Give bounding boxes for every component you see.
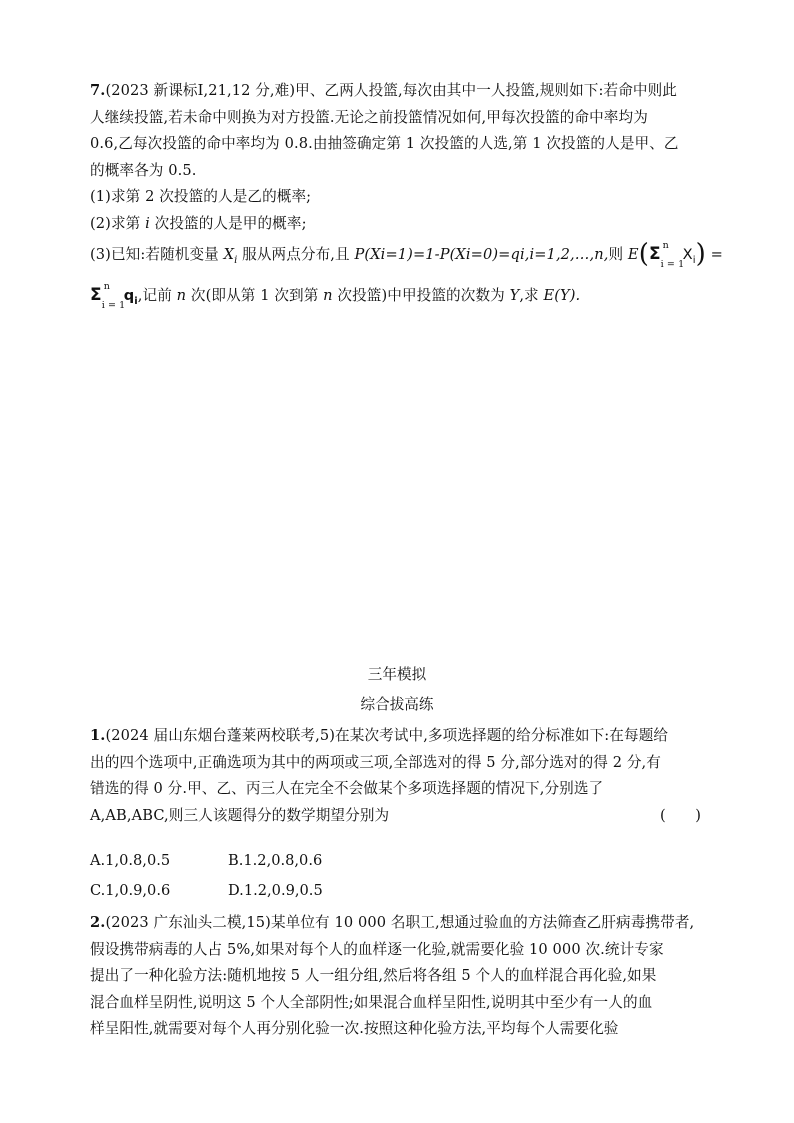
q7-line-3: 0.6,乙每次投篮的命中率均为 0.8.由抽签确定第 1 次投篮的人选,第 1 次投篮的人是甲、乙 bbox=[90, 135, 679, 152]
option-b: B.1.2,0.8,0.6 bbox=[228, 852, 323, 869]
q7-part-3: (3)已知:若随机变量 $X_i$ 服从两点分布,且 P(Xi=1)=1-P(Xi=0)=qi,i=1,2,…,n,则 E(Σ n i = 1 $X_i$) = bbox=[90, 239, 723, 270]
sum-symbol: Σ bbox=[90, 284, 102, 305]
question-number: 7. bbox=[90, 82, 106, 99]
q2-line-5: 样呈阳性,就需要对每个人再分别化验一次.按照这种化验方法,平均每个人需要化验 bbox=[90, 1020, 619, 1037]
section-title: 三年模拟 bbox=[367, 666, 427, 683]
answer-bracket: ( ) bbox=[660, 806, 701, 824]
q1-line-4: A,AB,ABC,则三人该题得分的数学期望分别为 ( ) bbox=[90, 803, 705, 830]
q7-part-1: (1)求第 2 次投篮的人是乙的概率; bbox=[90, 188, 312, 205]
option-c: C.1,0.9,0.6 bbox=[90, 882, 171, 899]
question-number: 1. bbox=[90, 727, 106, 744]
q2-line-3: 提出了一种化验方法:随机地按 5 人一组分组,然后将各组 5 个人的血样混合再化验,如果 bbox=[90, 967, 657, 984]
q7-part-2: (2)求第 i 次投篮的人是甲的概率; bbox=[90, 214, 307, 232]
q7-part-3-cont: Σ n i = 1 $q_i$,记前 n 次(即从第 1 次到第 n 次投篮)中甲投篮的次数为 Y,求 E(Y). bbox=[90, 280, 581, 311]
question-7 bbox=[90, 78, 723, 319]
q1-line-2: 出的四个选项中,正确选项为其中的两项或三项,全部选对的得 5 分,部分选对的得 2 分,有 bbox=[90, 753, 661, 771]
q2-line-1: 2.(2023 广东汕头二模,15)某单位有 10 000 名职工,想通过验血的方法筛查乙肝病毒携带者, bbox=[90, 914, 695, 931]
question-2 bbox=[90, 910, 705, 1043]
option-a: A.1,0.8,0.5 bbox=[90, 852, 171, 869]
q7-line-2: 人继续投篮,若未命中则换为对方投篮.无论之前投篮情况如何,甲每次投篮的命中率均为 bbox=[90, 108, 648, 126]
q2-line-2: 假设携带病毒的人占 5%,如果对每个人的血样逐一化验,就需要化验 10 000 次.统计专家 bbox=[90, 940, 664, 958]
option-d: D.1.2,0.9,0.5 bbox=[228, 882, 323, 899]
sum-limits: n i = 1 bbox=[101, 280, 126, 311]
question-number: 2. bbox=[90, 914, 106, 931]
q1-line-3: 错选的得 0 分.甲、乙、丙三人在完全不会做某个多项选择题的情况下,分别选了 bbox=[90, 780, 604, 797]
right-paren: ) bbox=[695, 239, 706, 269]
q7-line-4: 的概率各为 0.5. bbox=[90, 161, 197, 179]
q2-line-4: 混合血样呈阴性,说明这 5 个人全部阴性;如果混合血样呈阳性,说明其中至少有一人的血 bbox=[90, 993, 653, 1011]
q7-line-1: 7.(2023 新课标Ⅰ,21,12 分,难)甲、乙两人投篮,每次由其中一人投篮,规则如下:若命中则此 bbox=[90, 82, 677, 99]
q1-line-1: 1.(2024 届山东烟台蓬莱两校联考,5)在某次考试中,多项选择题的给分标准如下:在每题给 bbox=[90, 727, 669, 744]
probability-formula: P(Xi=1)=1-P(Xi=0)=qi,i=1,2,…,n, bbox=[354, 246, 609, 263]
section-subtitle: 综合拔高练 bbox=[360, 696, 434, 713]
question-1 bbox=[90, 723, 705, 829]
left-paren: ( bbox=[638, 239, 649, 269]
sum-symbol: Σ bbox=[648, 244, 661, 264]
sum-limits: n i = 1 bbox=[660, 240, 685, 270]
